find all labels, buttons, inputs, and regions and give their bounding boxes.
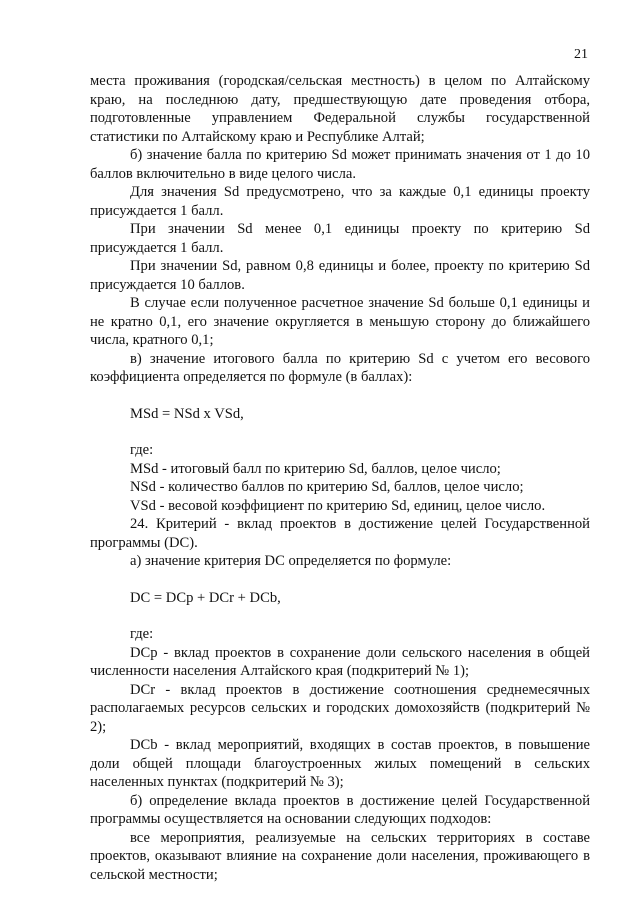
- document-body: [90, 72, 590, 884]
- definition-dcb: DCb - вклад мероприятий, входящих в состав проектов, в повышение доли общей площади благоустроенных жилых помещений в сельских населенных пунктах (подкритерий № 3);: [90, 737, 590, 790]
- where-label: где:: [130, 626, 154, 642]
- where-label: где:: [130, 442, 154, 458]
- formula-msd: MSd = NSd x VSd,: [130, 405, 244, 422]
- definition-msd: MSd - итоговый балл по критерию Sd, баллов, целое число;: [130, 460, 501, 477]
- definition-vsd: VSd - весовой коэффициент по критерию Sd, единиц, целое число.: [130, 497, 546, 514]
- paragraph-dc-formula-intro: а) значение критерия DC определяется по формуле:: [130, 553, 452, 569]
- paragraph-sd-max: При значении Sd, равном 0,8 единицы и более, проекту по критерию Sd присуждается 10 баллов.: [90, 258, 590, 293]
- paragraph-sd-rounding: В случае если полученное расчетное значение Sd больше 0,1 единицы и не кратно 0,1, его значение округляется в меньшую сторону до ближайшего числа, кратного 0,1;: [90, 295, 590, 348]
- definition-dcr: DCr - вклад проектов в достижение соотношения среднемесячных располагаемых ресурсов сельских и городских домохозяйств (подкритерий № 2);: [90, 681, 590, 735]
- formula-dc: DC = DCp + DCr + DCb,: [130, 589, 281, 606]
- definition-dcp: DCp - вклад проектов в сохранение доли сельского населения в общей численности населения Алтайского края (подкритерий № 1);: [90, 644, 590, 679]
- paragraph-sd-step: Для значения Sd предусмотрено, что за каждые 0,1 единицы проекту присуждается 1 балл.: [90, 184, 590, 219]
- definition-nsd: NSd - количество баллов по критерию Sd, баллов, целое число;: [130, 479, 524, 495]
- paragraph-sd-weighted: в) значение итогового балла по критерию Sd с учетом его весового коэффициента определяется по формуле (в баллах):: [90, 350, 590, 385]
- paragraph-sd-min: При значении Sd менее 0,1 единицы проекту по критерию Sd присуждается 1 балл.: [90, 221, 590, 256]
- paragraph-continuation: места проживания (городская/сельская местность) в целом по Алтайскому краю, на последнюю дату, предшествующую дате проведения отбора, подготовленные управлением Федеральной службы государственной статистики по Алтайскому краю и Республике Алтай;: [90, 73, 590, 145]
- paragraph-approach-1: все мероприятия, реализуемые на сельских территориях в составе проектов, оказывают влияние на сохранение доли населения, проживающего в сельской местности;: [90, 829, 590, 883]
- page-number: 21: [574, 47, 588, 62]
- paragraph-sd-range: б) значение балла по критерию Sd может принимать значения от 1 до 10 баллов включительно в виде целого числа.: [90, 147, 590, 182]
- paragraph-criterion-24: 24. Критерий - вклад проектов в достижение целей Государственной программы (DC).: [90, 516, 590, 551]
- paragraph-approach-intro: б) определение вклада проектов в достижение целей Государственной программы осуществляется на основании следующих подходов:: [90, 792, 590, 827]
